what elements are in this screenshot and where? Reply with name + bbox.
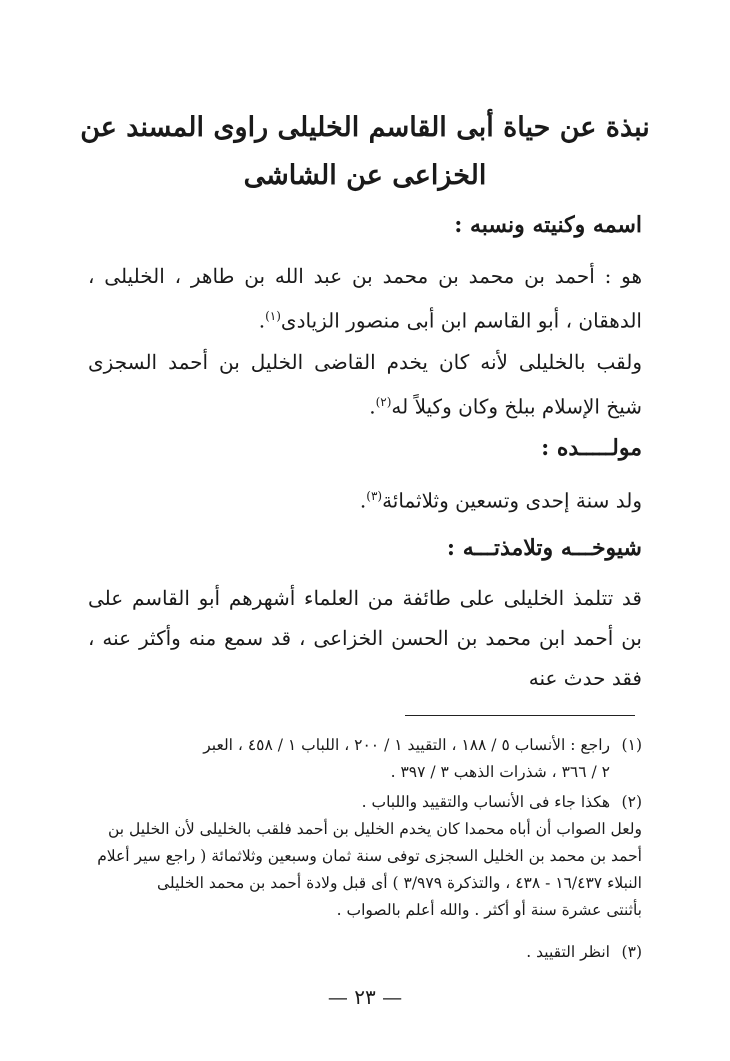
footnote-2-cont-1: ولعل الصواب أن أباه محمدا كان يخدم الخليل بن أحمد فلقب بالخليلى لأن الخليل بن	[107, 820, 642, 838]
footnote-1-number: (١)	[621, 736, 642, 754]
footnote-1-line-1: راجع : الأنساب ٥ / ١٨٨ ، التقييد ١ / ٢٠٠ ، اللباب ١ / ٤٥٨ ، العبر	[203, 736, 610, 754]
footnote-2-line-1: هكذا جاء فى الأنساب والتقييد واللباب .	[361, 793, 610, 811]
footnote-2-cont-3: النبلاء ١٦/٤٣٧ - ٤٣٨ ، والتذكرة ٣/٩٧٩ ) أى قبل ولادة أحمد بن محمد الخليلى	[157, 874, 642, 892]
paragraph-birth	[88, 476, 642, 521]
footnote-2-cont-2: أحمد بن محمد بن الخليل السجزى توفى سنة ثمان وسبعين وثلاثمائة ( راجع سير أعلام	[97, 847, 642, 865]
footnote-3-line-1: انظر التقييد .	[526, 943, 610, 961]
page-number: — ٢٣ —	[327, 985, 403, 1009]
footnote-1	[88, 732, 642, 786]
paragraph-birth-text: ولد سنة إحدى وتسعين وثلاثمائة	[382, 488, 642, 513]
paragraph-birth-end: .	[359, 488, 367, 513]
footnote-1-line-2: ٢ / ٣٦٦ ، شذرات الذهب ٣ / ٣٩٧ .	[390, 763, 610, 781]
page-title: نبذة عن حياة أبى القاسم الخليلى راوى المسند عن الخزاعى عن الشاشى	[80, 112, 650, 191]
footnote-3	[88, 939, 642, 966]
footnote-ref-2[interactable]: (٢)	[375, 395, 392, 409]
paragraph-name-text: هو : أحمد بن محمد بن محمد بن عبد الله بن طاهر ، الخليلى ، الدهقان ، أبو القاسم ابن أبى منصور الزيادى	[88, 264, 642, 333]
footnote-ref-1[interactable]: (١)	[265, 309, 281, 323]
footnote-2	[88, 789, 642, 924]
paragraph-laqab-text: ولقب بالخليلى لأنه كان يخدم القاضى الخليل بن أحمد السجزى شيخ الإسلام ببلخ وكان وكيلاً له	[88, 350, 642, 419]
footnote-divider	[405, 715, 635, 716]
section-heading-birth: مولـــــده :	[541, 435, 642, 461]
footnote-2-cont-4: بأثنتى عشرة سنة أو أكثر . والله أعلم بالصواب .	[336, 901, 642, 919]
footnote-2-number: (٢)	[621, 793, 642, 811]
footnote-ref-3[interactable]: (٣)	[366, 489, 383, 503]
paragraph-teachers: قد تتلمذ الخليلى على طائفة من العلماء أشهرهم أبو القاسم على بن أحمد ابن محمد بن الحسن الخزاعى ، قد سمع منه وأكثر عنه ، فقد حدث عنه	[88, 586, 642, 690]
paragraph-name	[88, 256, 642, 341]
footnote-3-number: (٣)	[621, 943, 642, 961]
paragraph-laqab	[88, 342, 642, 427]
section-heading-name: اسمه وكنيته ونسبه :	[454, 212, 642, 238]
paragraph-name-end: .	[258, 308, 266, 333]
paragraph-laqab-end: .	[369, 394, 376, 419]
section-heading-teachers: شيوخـــه وتلامذتـــه :	[446, 535, 642, 561]
